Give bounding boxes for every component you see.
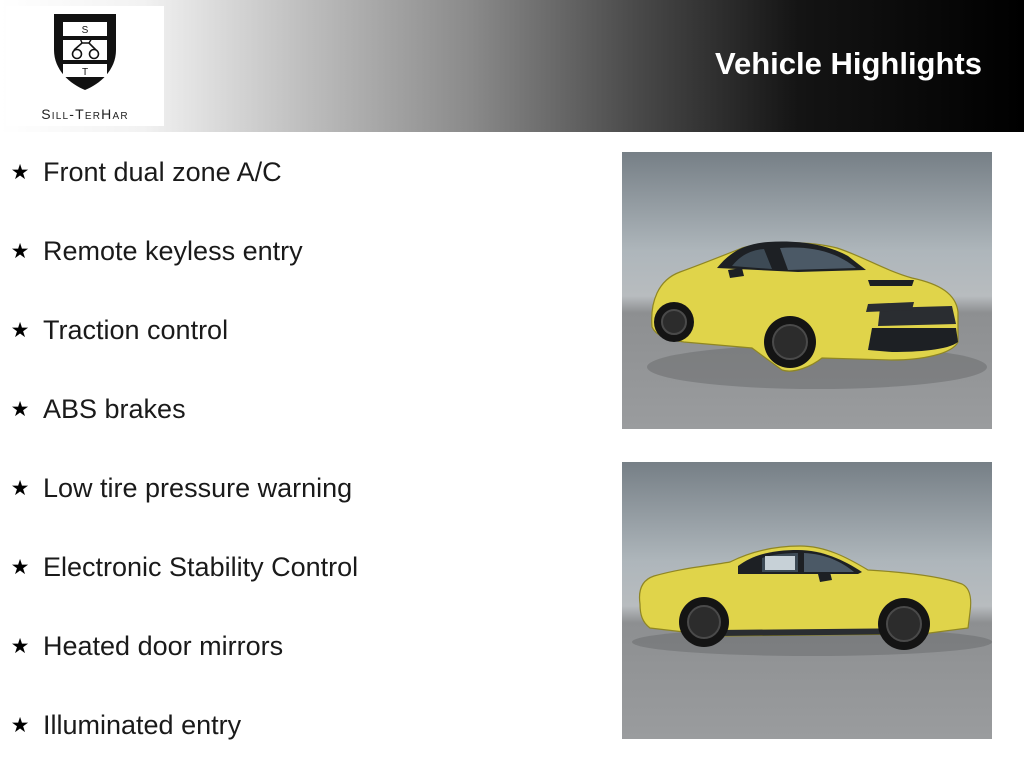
feature-label: Heated door mirrors bbox=[43, 630, 284, 661]
feature-label: Front dual zone A/C bbox=[43, 156, 282, 187]
feature-label: Illuminated entry bbox=[43, 709, 242, 740]
car-side-illustration bbox=[622, 462, 992, 739]
page-title: Vehicle Highlights bbox=[715, 46, 982, 81]
list-item bbox=[10, 152, 282, 192]
feature-label: Traction control bbox=[43, 314, 229, 345]
star-icon: ★ bbox=[10, 160, 30, 184]
list-item bbox=[10, 547, 358, 587]
list-item bbox=[10, 626, 283, 666]
logo-top-letter: S bbox=[81, 25, 89, 36]
list-item bbox=[10, 468, 352, 508]
star-icon: ★ bbox=[10, 397, 30, 421]
logo-bottom-letter: T bbox=[81, 67, 89, 78]
star-icon: ★ bbox=[10, 239, 30, 263]
feature-label: Low tire pressure warning bbox=[43, 472, 353, 503]
dealer-logo[interactable] bbox=[6, 6, 164, 126]
side-profile-photo[interactable] bbox=[622, 462, 992, 739]
car-front-illustration bbox=[622, 152, 992, 429]
star-icon: ★ bbox=[10, 713, 30, 737]
feature-label: ABS brakes bbox=[43, 393, 186, 424]
list-item bbox=[10, 231, 303, 271]
list-item bbox=[10, 705, 241, 745]
list-item bbox=[10, 310, 228, 350]
feature-label: Remote keyless entry bbox=[43, 235, 303, 266]
dealer-name: Sill-TerHar bbox=[41, 106, 129, 122]
star-icon: ★ bbox=[10, 476, 30, 500]
shield-crest-icon bbox=[52, 12, 118, 92]
star-icon: ★ bbox=[10, 634, 30, 658]
list-item bbox=[10, 389, 186, 429]
header-banner bbox=[0, 0, 1024, 132]
star-icon: ★ bbox=[10, 555, 30, 579]
front-three-quarter-photo[interactable] bbox=[622, 152, 992, 429]
star-icon: ★ bbox=[10, 318, 30, 342]
feature-label: Electronic Stability Control bbox=[43, 551, 359, 582]
